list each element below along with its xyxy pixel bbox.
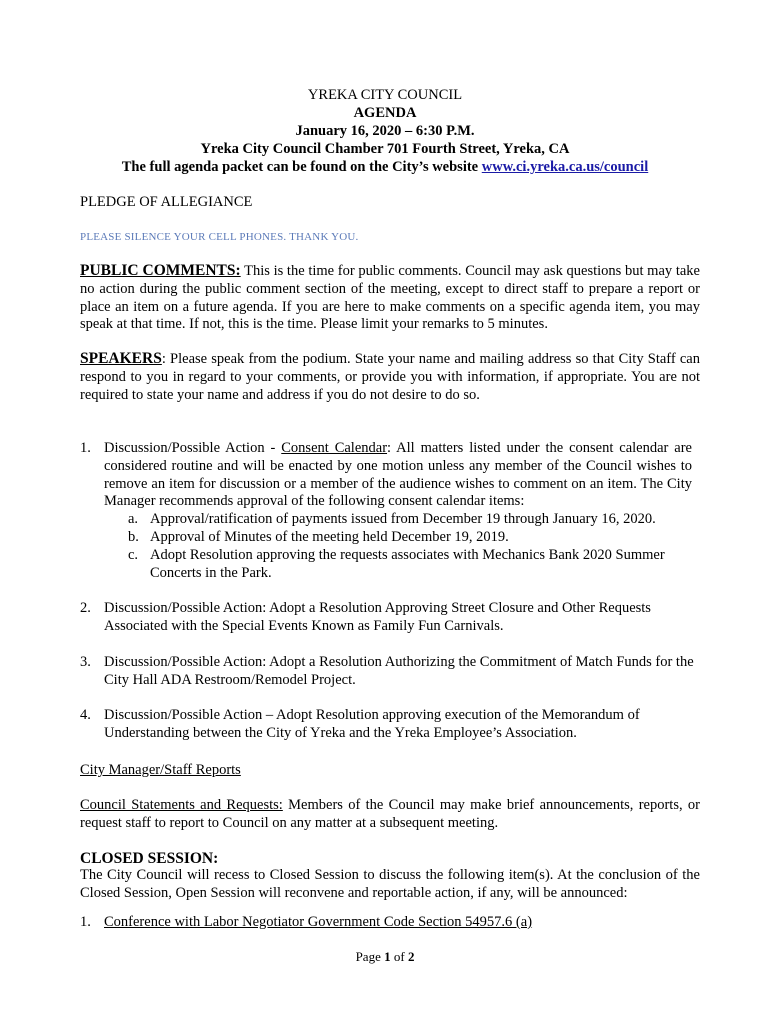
speakers-paragraph [80, 350, 700, 404]
page-prefix: Page [355, 949, 385, 964]
agenda-item-number: 2. [80, 600, 91, 616]
council-name: YREKA CITY COUNCIL [307, 87, 463, 103]
speakers-text: : Please speak from the podium. State your name and mailing address so that City Staff can respond to you in regard to your comments, or provide you with information, if appropriate. You are not required to state your name and address if you do not desire to do so. [80, 351, 700, 403]
subitem-letter: a. [128, 511, 139, 527]
agenda-packet-text: The full agenda packet can be found on the City’s website [121, 159, 482, 175]
agenda-item-number: 4. [80, 707, 91, 723]
subitem-text: Adopt Resolution approving the requests associates with Mechanics Bank 2020 Summer Concerts in the Park. [150, 547, 665, 581]
closed-session-item-number: 1. [80, 914, 91, 930]
consent-calendar-prefix: Discussion/Possible Action - [104, 440, 282, 456]
closed-session-description: The City Council will recess to Closed Session to discuss the following item(s). At the conclusion of the Closed Session, Open Session will reconvene and reportable action, if any, will be announced: [80, 867, 700, 901]
public-comments-paragraph [80, 262, 700, 334]
subitem-text: Approval/ratification of payments issued from December 19 through January 16, 2020. [150, 511, 656, 527]
meeting-location: Yreka City Council Chamber 701 Fourth Street, Yreka, CA [200, 141, 570, 157]
agenda-item-number: 1. [80, 440, 91, 456]
agenda-title: AGENDA [353, 105, 417, 121]
speakers-label: SPEAKERS [80, 350, 162, 367]
council-statements-paragraph [80, 797, 700, 833]
current-page: 1 [384, 949, 391, 964]
page-number [0, 948, 770, 966]
closed-session-item-text: Conference with Labor Negotiator Government Code Section 54957.6 (a) [104, 914, 533, 930]
agenda-item-text: Discussion/Possible Action: Adopt a Resolution Approving Street Closure and Other Requests Associated with the Special Events Known as Family Fun Carnivals. [104, 600, 651, 634]
agenda-packet-line [0, 158, 770, 176]
consent-calendar-text: : All matters listed under the consent calendar are considered routine and will be enacted by one motion unless any member of the Council wishes to remove an item for discussion or a member of the audience wishes to comment on an item. The City Manager recommends approval of the following consent calendar items: [104, 440, 692, 510]
subitem-letter: c. [128, 547, 139, 563]
silence-phones-notice: PLEASE SILENCE YOUR CELL PHONES. THANK YOU. [80, 231, 359, 243]
agenda-item-text [104, 440, 692, 511]
city-manager-reports-heading: City Manager/Staff Reports [80, 762, 241, 778]
council-statements-text: Members of the Council may make brief announcements, reports, or request staff to report to Council on any matter at a subsequent meeting. [80, 797, 700, 831]
closed-session-heading: CLOSED SESSION: [80, 850, 219, 867]
consent-calendar-link[interactable]: Consent Calendar [281, 440, 388, 456]
agenda-item-text: Discussion/Possible Action – Adopt Resolution approving execution of the Memorandum of Understanding between the City of Yreka and the Yreka Employee’s Association. [104, 707, 640, 741]
page-mid: of [390, 949, 408, 964]
council-statements-label: Council Statements and Requests: [80, 797, 283, 813]
subitem-text: Approval of Minutes of the meeting held December 19, 2019. [150, 529, 509, 545]
meeting-date: January 16, 2020 – 6:30 P.M. [295, 123, 475, 139]
agenda-item-text: Discussion/Possible Action: Adopt a Resolution Authorizing the Commitment of Match Funds for the City Hall ADA Restroom/Remodel Project. [104, 654, 694, 688]
council-website-link[interactable]: www.ci.yreka.ca.us/council [481, 159, 649, 175]
subitem-letter: b. [128, 529, 139, 545]
total-pages: 2 [407, 949, 415, 964]
pledge-of-allegiance: PLEDGE OF ALLEGIANCE [80, 194, 253, 210]
agenda-item-number: 3. [80, 654, 91, 670]
public-comments-text: This is the time for public comments. Council may ask questions but may take no action during the public comment section of the meeting, except to direct staff to prepare a report or place an item on a future agenda. If you are here to make comments on a specific agenda item, you may speak at that time. If not, this is the time. Please limit your remarks to 5 minutes. [80, 263, 700, 333]
public-comments-label: PUBLIC COMMENTS: [80, 262, 241, 279]
